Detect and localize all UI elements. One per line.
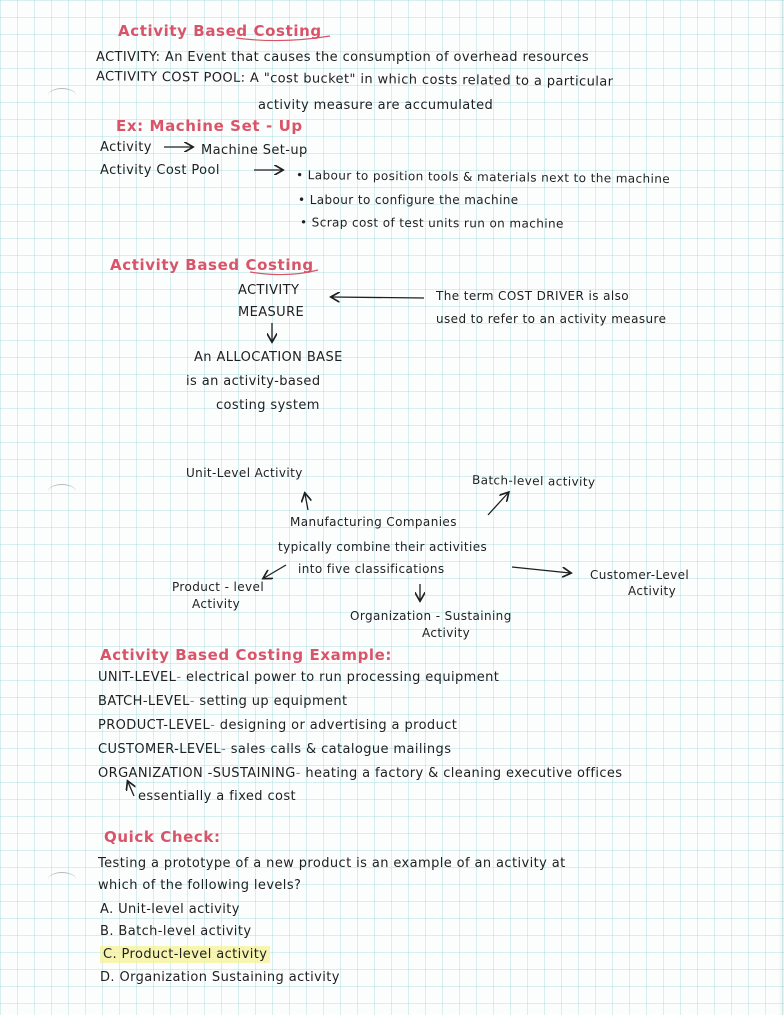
diagram-center-line2: typically combine their activities [278, 540, 488, 554]
example-row: ORGANIZATION -SUSTAINING‑ heating a factory & cleaning executive offices [98, 766, 623, 781]
pool-item: • Scrap cost of test units run on machine [299, 215, 564, 231]
allocation-base-line2: is an activity-based [186, 374, 321, 389]
organization-sustaining-line2: Activity [422, 626, 471, 640]
answer-option-d: D. Organization Sustaining activity [100, 970, 340, 985]
cost-driver-line2: used to refer to an activity measure [436, 312, 667, 326]
activity-label: Activity [100, 140, 152, 155]
unit-level-activity: Unit-Level Activity [186, 466, 303, 480]
product-level-line2: Activity [192, 597, 241, 611]
question-line2: which of the following levels? [98, 878, 302, 893]
question-line1: Testing a prototype of a new product is an example of an activity at [98, 856, 566, 871]
arrow-driver-to-measure [332, 297, 424, 298]
organization-sustaining-line1: Organization - Sustaining [350, 609, 512, 623]
batch-level-activity: Batch-level activity [471, 472, 596, 490]
activity-measure-line2: MEASURE [238, 305, 305, 320]
fixed-cost-note: essentially a fixed cost [138, 789, 297, 804]
example-row: CUSTOMER-LEVEL‑ sales calls & catalogue mailings [98, 742, 452, 757]
activity-measure-line1: ACTIVITY [238, 283, 300, 298]
example-row: UNIT-LEVEL‑ electrical power to run processing equipment [98, 670, 500, 685]
arrow-to-batch [488, 493, 508, 515]
arrow-to-product [264, 565, 286, 578]
heading-quick-check: Quick Check: [104, 828, 221, 846]
activity-machine-setup: Machine Set-up [201, 143, 308, 158]
arrow-to-unit [305, 494, 308, 510]
allocation-base-line3: costing system [216, 398, 320, 413]
pool-item: • Labour to configure the machine [298, 193, 519, 207]
cost-pool-definition-line1: ACTIVITY COST POOL: A "cost bucket" in which costs related to a particular [95, 69, 614, 90]
example-row: BATCH-LEVEL‑ setting up equipment [98, 694, 348, 709]
heading-activity-based-costing-2: Activity Based Costing [110, 256, 314, 274]
answer-option-b: B. Batch-level activity [100, 924, 252, 939]
cost-driver-line1: The term COST DRIVER is also [436, 289, 629, 303]
heading-underline [236, 36, 330, 41]
arrow-fixed-cost-note [128, 782, 134, 796]
heading-abc-example: Activity Based Costing Example: [100, 646, 393, 664]
customer-level-line1: Customer-Level [590, 568, 690, 582]
activity-definition: ACTIVITY: An Event that causes the consumption of overhead resources [96, 50, 590, 65]
diagram-center-line3: into five classifications [298, 562, 445, 576]
cost-pool-definition-line2: activity measure are accumulated [258, 98, 494, 113]
pool-item: • Labour to position tools & materials next to the machine [295, 168, 671, 186]
heading-underline [250, 270, 318, 275]
example-row: PRODUCT-LEVEL‑ designing or advertising a product [98, 718, 458, 733]
highlighted-answer: C. Product-level activity [100, 946, 270, 963]
allocation-base-line1: An ALLOCATION BASE [194, 350, 343, 365]
heading-activity-based-costing: Activity Based Costing [118, 22, 322, 40]
answer-option-a: A. Unit-level activity [100, 902, 240, 917]
customer-level-line2: Activity [628, 584, 677, 598]
activity-cost-pool-label: Activity Cost Pool [100, 163, 220, 178]
product-level-line1: Product - level [172, 580, 265, 594]
heading-machine-setup-example: Ex: Machine Set - Up [116, 117, 303, 135]
diagram-center-line1: Manufacturing Companies [290, 515, 457, 529]
arrow-to-customer [512, 567, 570, 573]
